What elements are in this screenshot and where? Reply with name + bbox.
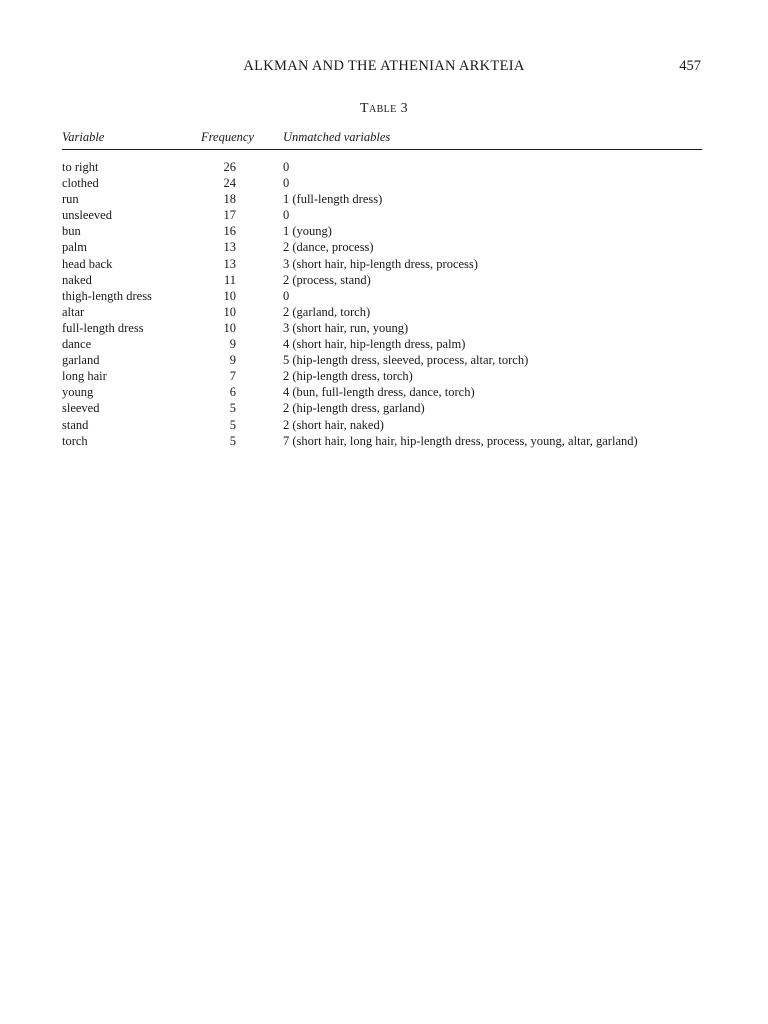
running-head <box>0 58 768 78</box>
cell-unmatched: 1 (young) <box>283 224 332 239</box>
cell-unmatched: 7 (short hair, long hair, hip-length dress, process, young, altar, garland) <box>283 433 638 448</box>
cell-variable: long hair <box>62 369 107 384</box>
table-caption: Table 3 <box>360 101 408 116</box>
cell-frequency: 6 <box>229 385 236 400</box>
table-row <box>62 191 702 207</box>
table-row <box>62 352 702 368</box>
cell-variable: thigh-length dress <box>62 288 152 303</box>
cell-unmatched: 0 <box>283 208 290 223</box>
table-row <box>62 368 702 384</box>
table-row <box>62 223 702 239</box>
cell-frequency: 13 <box>223 256 236 271</box>
cell-frequency: 13 <box>223 240 236 255</box>
cell-frequency: 26 <box>223 160 236 174</box>
table-row <box>62 175 702 191</box>
cell-variable: clothed <box>62 176 99 191</box>
cell-variable: to right <box>62 160 99 174</box>
table-row <box>62 320 702 336</box>
cell-frequency: 10 <box>223 288 236 303</box>
cell-unmatched: 3 (short hair, run, young) <box>283 320 409 335</box>
table-row <box>62 400 702 416</box>
cell-frequency: 9 <box>229 337 236 352</box>
cell-frequency: 16 <box>223 224 236 239</box>
cell-variable: stand <box>62 417 89 432</box>
cell-unmatched: 2 (dance, process) <box>283 240 374 255</box>
table-row <box>62 288 702 304</box>
cell-variable: run <box>62 192 79 207</box>
cell-variable: torch <box>62 433 88 448</box>
table-row <box>62 272 702 288</box>
running-title: ALKMAN AND THE ATHENIAN ARKTEIA <box>243 58 525 74</box>
table-row <box>62 239 702 255</box>
cell-frequency: 17 <box>223 208 236 223</box>
cell-frequency: 11 <box>223 272 236 287</box>
cell-frequency: 10 <box>223 320 236 335</box>
table-row <box>62 433 702 449</box>
cell-unmatched: 2 (hip-length dress, torch) <box>283 369 413 384</box>
cell-variable: palm <box>62 240 87 255</box>
header-unmatched-variables: Unmatched variables <box>283 130 391 144</box>
cell-unmatched: 3 (short hair, hip-length dress, process) <box>283 256 478 271</box>
header-variable: Variable <box>62 130 105 144</box>
cell-unmatched: 2 (hip-length dress, garland) <box>283 401 425 416</box>
cell-variable: altar <box>62 304 85 319</box>
table-row <box>62 159 702 175</box>
cell-unmatched: 4 (bun, full-length dress, dance, torch) <box>283 385 475 400</box>
table-row <box>62 256 702 272</box>
cell-frequency: 7 <box>229 369 236 384</box>
cell-frequency: 18 <box>223 192 236 207</box>
table-header-row <box>62 129 702 150</box>
page-number: 457 <box>679 58 701 74</box>
table-row <box>62 304 702 320</box>
cell-variable: dance <box>62 337 92 352</box>
cell-frequency: 24 <box>223 176 236 191</box>
table-row <box>62 417 702 433</box>
cell-unmatched: 2 (garland, torch) <box>283 304 371 319</box>
data-table <box>62 129 702 448</box>
table-row <box>62 336 702 352</box>
cell-unmatched: 1 (full-length dress) <box>283 192 383 207</box>
cell-frequency: 9 <box>229 353 236 368</box>
cell-variable: full-length dress <box>62 320 144 335</box>
table-body <box>62 159 702 449</box>
cell-variable: young <box>62 385 94 400</box>
cell-unmatched: 0 <box>283 288 290 303</box>
table-row <box>62 384 702 400</box>
cell-unmatched: 0 <box>283 160 290 174</box>
cell-variable: sleeved <box>62 401 100 416</box>
cell-variable: unsleeved <box>62 208 112 223</box>
header-frequency: Frequency <box>201 130 254 144</box>
cell-frequency: 5 <box>229 401 236 416</box>
table-row <box>62 207 702 223</box>
cell-frequency: 5 <box>229 417 236 432</box>
cell-variable: bun <box>62 224 81 239</box>
cell-variable: naked <box>62 272 92 287</box>
cell-frequency: 10 <box>223 304 236 319</box>
cell-unmatched: 0 <box>283 176 290 191</box>
cell-unmatched: 4 (short hair, hip-length dress, palm) <box>283 337 466 352</box>
cell-frequency: 5 <box>229 433 236 448</box>
cell-variable: head back <box>62 256 113 271</box>
cell-unmatched: 5 (hip-length dress, sleeved, process, altar, torch) <box>283 353 529 368</box>
cell-unmatched: 2 (process, stand) <box>283 272 371 287</box>
cell-unmatched: 2 (short hair, naked) <box>283 417 384 432</box>
cell-variable: garland <box>62 353 100 368</box>
